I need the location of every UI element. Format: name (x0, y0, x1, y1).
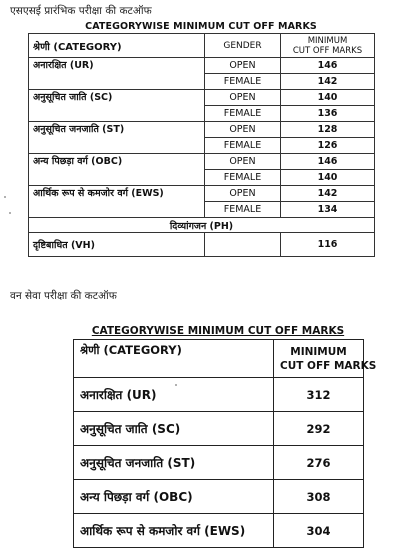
marks-cell: 140 (281, 170, 375, 186)
table-row (29, 58, 375, 74)
marks-cell: 134 (281, 202, 375, 218)
category-cell: दृष्टिबाधित (VH) (29, 233, 205, 257)
category-cell: अनारक्षित (UR) (74, 378, 274, 412)
forest-category-header: श्रेणी (CATEGORY) (74, 340, 274, 378)
forest-marks-header-line1: MINIMUM (290, 345, 347, 358)
marks-cell: 116 (281, 233, 375, 257)
marks-header-line1: MINIMUM (307, 35, 348, 46)
category-cell: अनुसूचित जनजाति (ST) (29, 122, 205, 154)
marks-cell: 146 (281, 154, 375, 170)
scan-speck (175, 384, 177, 386)
gender-cell: OPEN (205, 154, 281, 170)
gender-cell: OPEN (205, 122, 281, 138)
forest-table-body (74, 378, 364, 548)
category-cell: अनुसूचित जनजाति (ST) (74, 446, 274, 480)
forest-marks-header (274, 340, 377, 378)
prelims-header-row (29, 34, 375, 58)
gender-cell: FEMALE (205, 74, 281, 90)
category-cell: अनारक्षित (UR) (29, 58, 205, 90)
gender-header: GENDER (205, 34, 281, 58)
marks-cell: 146 (281, 58, 375, 74)
marks-cell: 128 (281, 122, 375, 138)
gender-cell: FEMALE (205, 106, 281, 122)
table-row (74, 446, 364, 480)
category-cell: अनुसूचित जाति (SC) (29, 90, 205, 122)
forest-table-title: CATEGORYWISE MINIMUM CUT OFF MARKS (91, 325, 345, 337)
marks-cell: 126 (281, 138, 375, 154)
table-row (29, 122, 375, 138)
prelims-cutoff-caption: एसएसई प्रारंभिक परीक्षा की कटऑफ (10, 5, 152, 17)
prelims-table-grid (28, 33, 375, 257)
gender-cell: FEMALE (205, 170, 281, 186)
table-row (29, 154, 375, 170)
table-row (29, 186, 375, 202)
marks-cell: 308 (274, 480, 364, 514)
marks-cell: 142 (281, 74, 375, 90)
category-cell: अन्य पिछड़ा वर्ग (OBC) (29, 154, 205, 186)
marks-cell: 312 (274, 378, 364, 412)
gender-cell: FEMALE (205, 202, 281, 218)
category-cell: आर्थिक रूप से कमजोर वर्ग (EWS) (74, 514, 274, 548)
gender-cell: OPEN (205, 58, 281, 74)
forest-cutoff-caption: वन सेवा परीक्षा की कटऑफ (10, 290, 117, 302)
gender-cell: FEMALE (205, 138, 281, 154)
forest-header-row (74, 340, 364, 378)
prelims-table-body (29, 58, 375, 257)
category-cell: अन्य पिछड़ा वर्ग (OBC) (74, 480, 274, 514)
table-row (74, 514, 364, 548)
table-row (74, 378, 364, 412)
ph-subheader-row (29, 218, 375, 233)
marks-cell: 142 (281, 186, 375, 202)
forest-cutoff-table (73, 323, 377, 548)
prelims-table-title: CATEGORYWISE MINIMUM CUT OFF MARKS (85, 21, 317, 32)
table-row (29, 233, 375, 257)
ph-subheader: दिव्यांगजन (PH) (29, 218, 375, 233)
prelims-cutoff-table (28, 20, 374, 257)
marks-cell: 136 (281, 106, 375, 122)
table-row (74, 480, 364, 514)
gender-cell: OPEN (205, 186, 281, 202)
marks-header (281, 34, 375, 58)
scan-speck (4, 196, 6, 198)
category-cell: अनुसूचित जाति (SC) (74, 412, 274, 446)
marks-cell: 292 (274, 412, 364, 446)
scan-speck (9, 212, 11, 214)
marks-cell: 276 (274, 446, 364, 480)
gender-cell (205, 233, 281, 257)
marks-header-line2: CUT OFF MARKS (292, 45, 363, 56)
gender-cell: OPEN (205, 90, 281, 106)
forest-table-grid (73, 339, 377, 548)
forest-marks-header-line2: CUT OFF MARKS (280, 359, 377, 372)
marks-cell: 304 (274, 514, 364, 548)
table-row (74, 412, 364, 446)
category-header: श्रेणी (CATEGORY) (29, 34, 205, 58)
category-cell: आर्थिक रूप से कमजोर वर्ग (EWS) (29, 186, 205, 218)
table-row (29, 90, 375, 106)
marks-cell: 140 (281, 90, 375, 106)
